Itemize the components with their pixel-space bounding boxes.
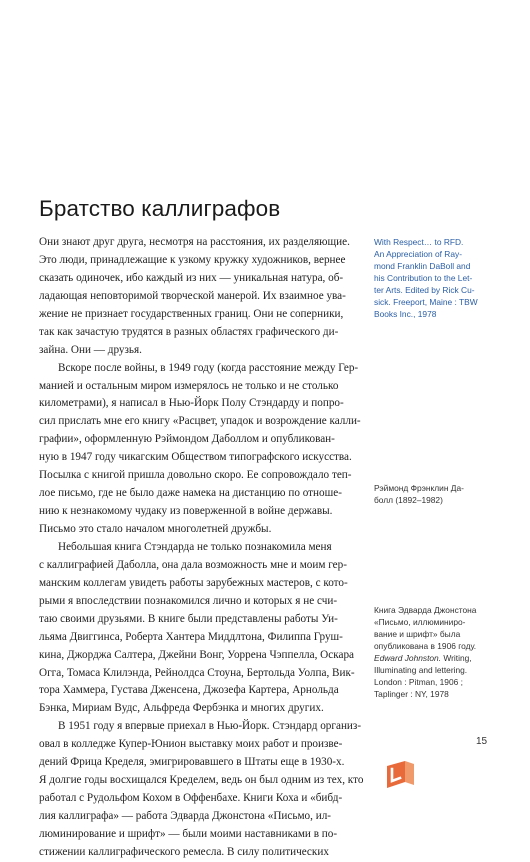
sidenote-line: An Appreciation of Ray-: [374, 249, 462, 259]
text-line: с каллиграфией Даболла, она дала возможность мне и моим гер-: [39, 558, 347, 571]
sidenote-line: Книга Эдварда Джонстона: [374, 605, 477, 615]
sidenote-line: sick. Freeport, Maine : TBW: [374, 297, 478, 307]
sidenote-line: «Письмо, иллюминиро-: [374, 617, 466, 627]
text-line: тора Хаммера, Густава Дженсена, Джозефа Картера, Арнольда: [39, 684, 339, 697]
text-line: Огга, Томаса Клилэнда, Рейнолдса Стоуна, Бертольда Уолпа, Вик-: [39, 666, 355, 679]
text-line: лия каллиграфа» — работа Эдварда Джонстона «Письмо, ил-: [39, 810, 332, 822]
sidenote-line: опубликована в 1906 году.: [374, 641, 477, 651]
text-line: таю своими друзьями. В книге были представлены работы Уи-: [39, 612, 338, 625]
text-line: сказать одиночек, ибо каждый из них — уникальная натура, об-: [39, 271, 344, 284]
sidenote-line: вание и шрифт» была: [374, 629, 461, 639]
text-line: овал в колледже Купер-Юнион выставку моих работ и произве-: [39, 738, 343, 751]
text-line: ную в 1947 году чикагским Обществом типографского искусства.: [39, 451, 352, 464]
text-line: километрами), я написал в Нью-Йорк Полу Стэндарду и попро-: [39, 397, 344, 410]
text-line: зайна. Они — друзья.: [39, 343, 142, 356]
text-line: сил прислать мне его книгу «Расцвет, упадок и возрождение калли-: [39, 415, 361, 428]
text-line: кина, Джорджа Салтера, Джейни Вонг, Уоррена Чэппелла, Оскара: [39, 648, 355, 661]
text-line: ладающая неповторимой творческой манерой. Их взаимное ува-: [39, 289, 346, 302]
text-line: Это люди, принадлежащие к узкому кружку художников, вернее: [39, 253, 346, 266]
text-line: Небольшая книга Стэндарда не только познакомила меня: [58, 540, 332, 553]
body-text: [39, 234, 364, 862]
text-line: рыми я впоследствии познакомился лично и которых я не счи-: [39, 594, 338, 607]
text-line: дений Фрица Кределя, эмигрировавшего в Штаты еще в 1930-х.: [39, 756, 345, 769]
sidenote-line: Illuminating and lettering.: [374, 665, 468, 675]
sidenote-line: ter Arts. Edited by Rick Cu-: [374, 285, 475, 295]
text-line: стижении каллиграфического ремесла. В силу политических: [39, 845, 329, 858]
text-line: Письмо это стало началом многолетней дружбы.: [39, 523, 272, 535]
text-line: работал с Рудольфом Кохом в Оффенбахе. Книги Коха и «бибд-: [39, 792, 343, 805]
text-line: Я долгие годы восхищался Кределем, ведь он был одним из тех, кто: [39, 774, 364, 787]
sidenote-title: Writing,: [441, 653, 472, 663]
text-line: льяма Двиггинса, Роберта Хантера Миддлтона, Филиппа Груш-: [39, 630, 343, 643]
text-line: люминирование и шрифт» — были моими наставниками в по-: [39, 827, 338, 840]
text-line: лое письмо, где не было даже намека на дистанцию по отноше-: [39, 487, 342, 500]
sidenote-line: With Respect… to RFD.: [374, 237, 464, 247]
section-heading: Братство каллиграфов: [39, 196, 281, 221]
sidenote-line: his Contribution to the Let-: [374, 273, 473, 283]
text-line: манским коллегам увидеть работы зарубежных мастеров, с кото-: [39, 576, 348, 589]
text-line: жение не признает государственных границ. Они не соперники,: [39, 307, 344, 320]
sidenote-johnston-book: [374, 604, 502, 700]
sidenote-line: Books Inc., 1978: [374, 309, 437, 319]
sidenote-line: болл (1892–1982): [374, 495, 443, 505]
sidenote-with-respect: [374, 236, 502, 320]
litres-logo-icon: [383, 758, 417, 792]
sidenote-daboll-dates: [374, 482, 502, 506]
sidenote-line: mond Franklin DaBoll and: [374, 261, 471, 271]
sidenote-author: Edward Johnston.: [374, 653, 442, 663]
text-line: манией и остальным миром измерялось не только и не столько: [39, 379, 339, 392]
text-line: Посылка с книгой пришла довольно скоро. Ее сопровождало теп-: [39, 469, 352, 482]
text-line: графии», оформленную Рэймондом Даболлом и опубликован-: [39, 433, 335, 446]
text-line: В 1951 году я впервые приехал в Нью-Йорк. Стэндард организ-: [58, 720, 362, 733]
sidenote-line: Taplinger : NY, 1978: [374, 689, 449, 699]
text-line: Они знают друг друга, несмотря на расстояния, их разделяющие.: [39, 236, 350, 248]
text-line: нию к незнакомому чудаку из поверженной в войне державы.: [39, 505, 333, 518]
sidenote-line: Рэймонд Фрэнклин Да-: [374, 483, 464, 493]
text-line: Вскоре после войны, в 1949 году (когда расстояние между Гер-: [58, 361, 359, 374]
sidenote-line: [374, 652, 502, 664]
page-number: 15: [476, 736, 488, 747]
text-line: Бэнка, Мириам Вудс, Альфреда Фербэнка и многих других.: [39, 702, 324, 715]
text-line: так как зачастую трудятся в разных областях графического ди-: [39, 325, 339, 338]
sidenote-line: London : Pitman, 1906 ;: [374, 677, 463, 687]
